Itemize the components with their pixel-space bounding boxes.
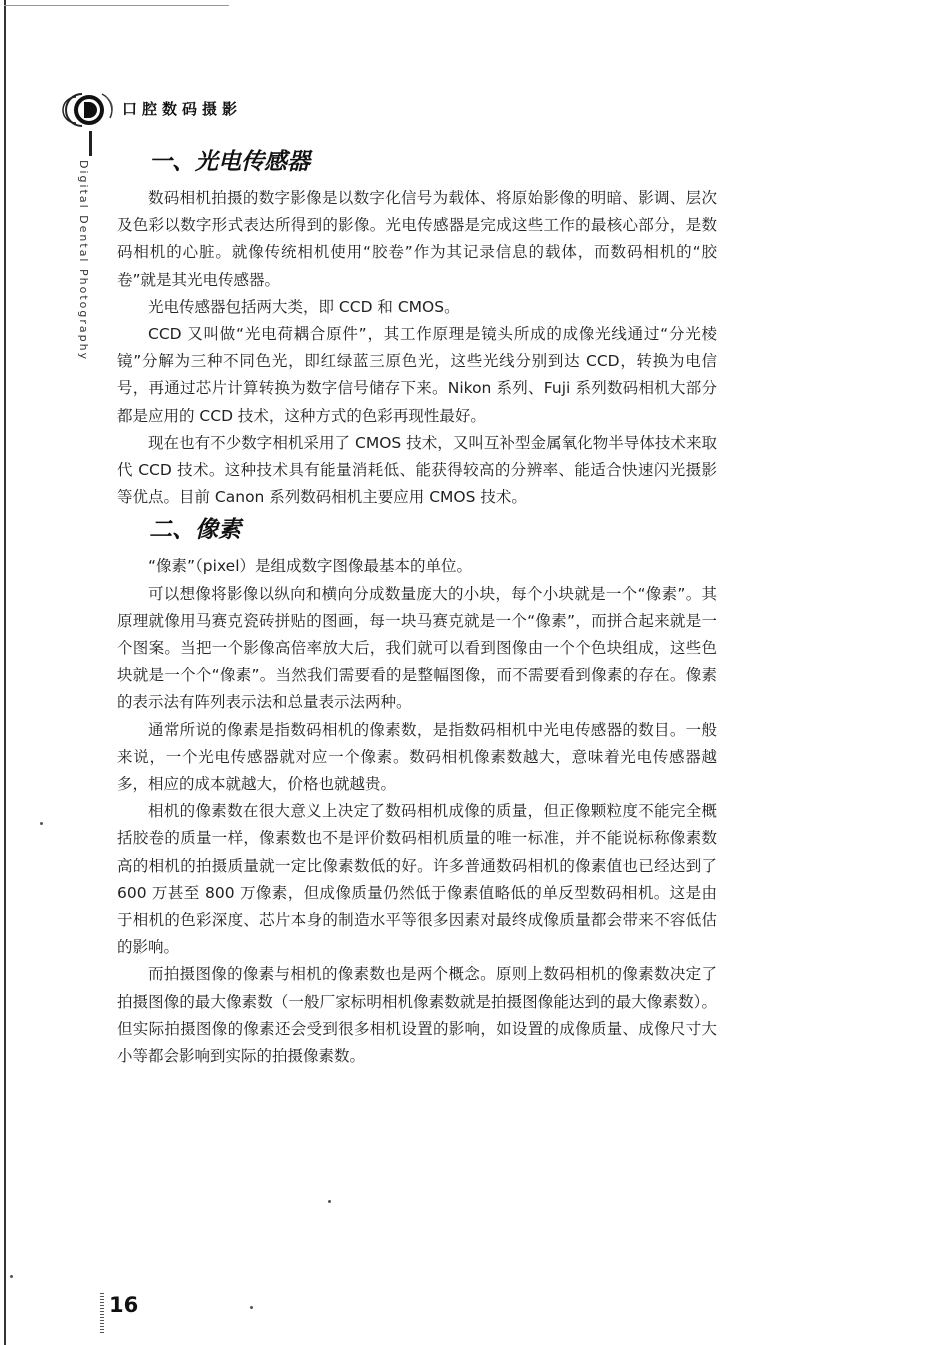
paragraph: 而拍摄图像的像素与相机的像素数也是两个概念。原则上数码相机的像素数决定了拍摄图像的最大像素数（一般厂家标明相机像素数就是拍摄图像能达到的最大像素数）。但实际拍摄图像的像素还会受到很多相机设置的影响，如设置的成像质量、成像尺寸大小等都会影响到实际的拍摄像素数。 [117,965,717,1066]
scan-top-edge [4,5,229,6]
scan-speck [250,1306,253,1309]
paragraph: “像素”（pixel）是组成数字图像最基本的单位。 [148,557,472,576]
book-logo-icon [60,88,120,132]
scan-speck [40,822,43,825]
running-header-title: 口腔数码摄影 [122,100,243,118]
page-number: 16 [109,1293,139,1317]
page-body [117,145,717,1070]
paragraph: 通常所说的像素是指数码相机的像素数，是指数码相机中光电传感器的数目。一般来说，一个光电传感器就对应一个像素。数码相机像素数越大，意味着光电传感器越多，相应的成本就越大，价格也就越贵。 [117,720,717,794]
section-heading-pixel: 二、像素 [149,516,241,544]
paragraph: 可以想像将影像以纵向和横向分成数量庞大的小块，每个小块就是一个“像素”。其原理就像用马赛克瓷砖拼贴的图画，每一块马赛克就是一个“像素”，而拼合起来就是一个图案。当把一个影像高倍率放大后，我们就可以看到图像由一个个色块组成，这些色块就是一个个“像素”。当然我们需要看的是整幅图像，而不需要看到像素的存在。像素的表示法有阵列表示法和总量表示法两种。 [117,584,717,712]
paragraph: 相机的像素数在很大意义上决定了数码相机成像的质量，但正像颗粒度不能完全概括胶卷的质量一样，像素数也不是评价数码相机质量的唯一标准，并不能说标称像素数高的相机的拍摄质量就一定比像素数低的好。许多普通数码相机的像素值也已经达到了 600 万甚至 800 万像素，但成像质量仍然低于像素值略低的单反型数码相机。这是由于相机的色彩深度、芯片本身的制造水平等很多因素对最终成像质量都会带来不容低估的影响。 [117,802,717,957]
paragraph: 光电传感器包括两大类，即 CCD 和 CMOS。 [148,297,460,316]
scan-speck [328,1200,331,1203]
section-heading-sensor: 一、光电传感器 [149,148,310,175]
footer-bar [100,1293,104,1335]
header-vertical-bar [89,131,92,156]
paragraph: 数码相机拍摄的数字影像是以数字化信号为载体、将原始影像的明暗、影调、层次及色彩以数字形式表达所得到的影像。光电传感器是完成这些工作的最核心部分，是数码相机的心脏。就像传统相机使用“胶卷”作为其记录信息的载体，而数码相机的“胶卷”就是其光电传感器。 [117,189,717,289]
paragraph: CCD 又叫做“光电荷耦合原件”，其工作原理是镜头所成的成像光线通过“分光棱镜”分解为三种不同色光，即红绿蓝三原色光，这些光线分别到达 CCD，转换为电信号，再通过芯片计算转换为数字信号储存下来。Nikon 系列、Fuji 系列数码相机大部分都是应用的 CCD 技术，这种方式的色彩再现性最好。 [117,325,717,425]
scan-speck [10,1275,13,1278]
paragraph: 现在也有不少数字相机采用了 CMOS 技术，又叫互补型金属氧化物半导体技术来取代 CCD 技术。这种技术具有能量消耗低、能获得较高的分辨率、能适合快速闪光摄影等优点。目前 Canon 系列数码相机主要应用 CMOS 技术。 [117,433,717,507]
page-left-border [4,0,6,1345]
vertical-series-title: Digital Dental Photography [77,160,90,362]
